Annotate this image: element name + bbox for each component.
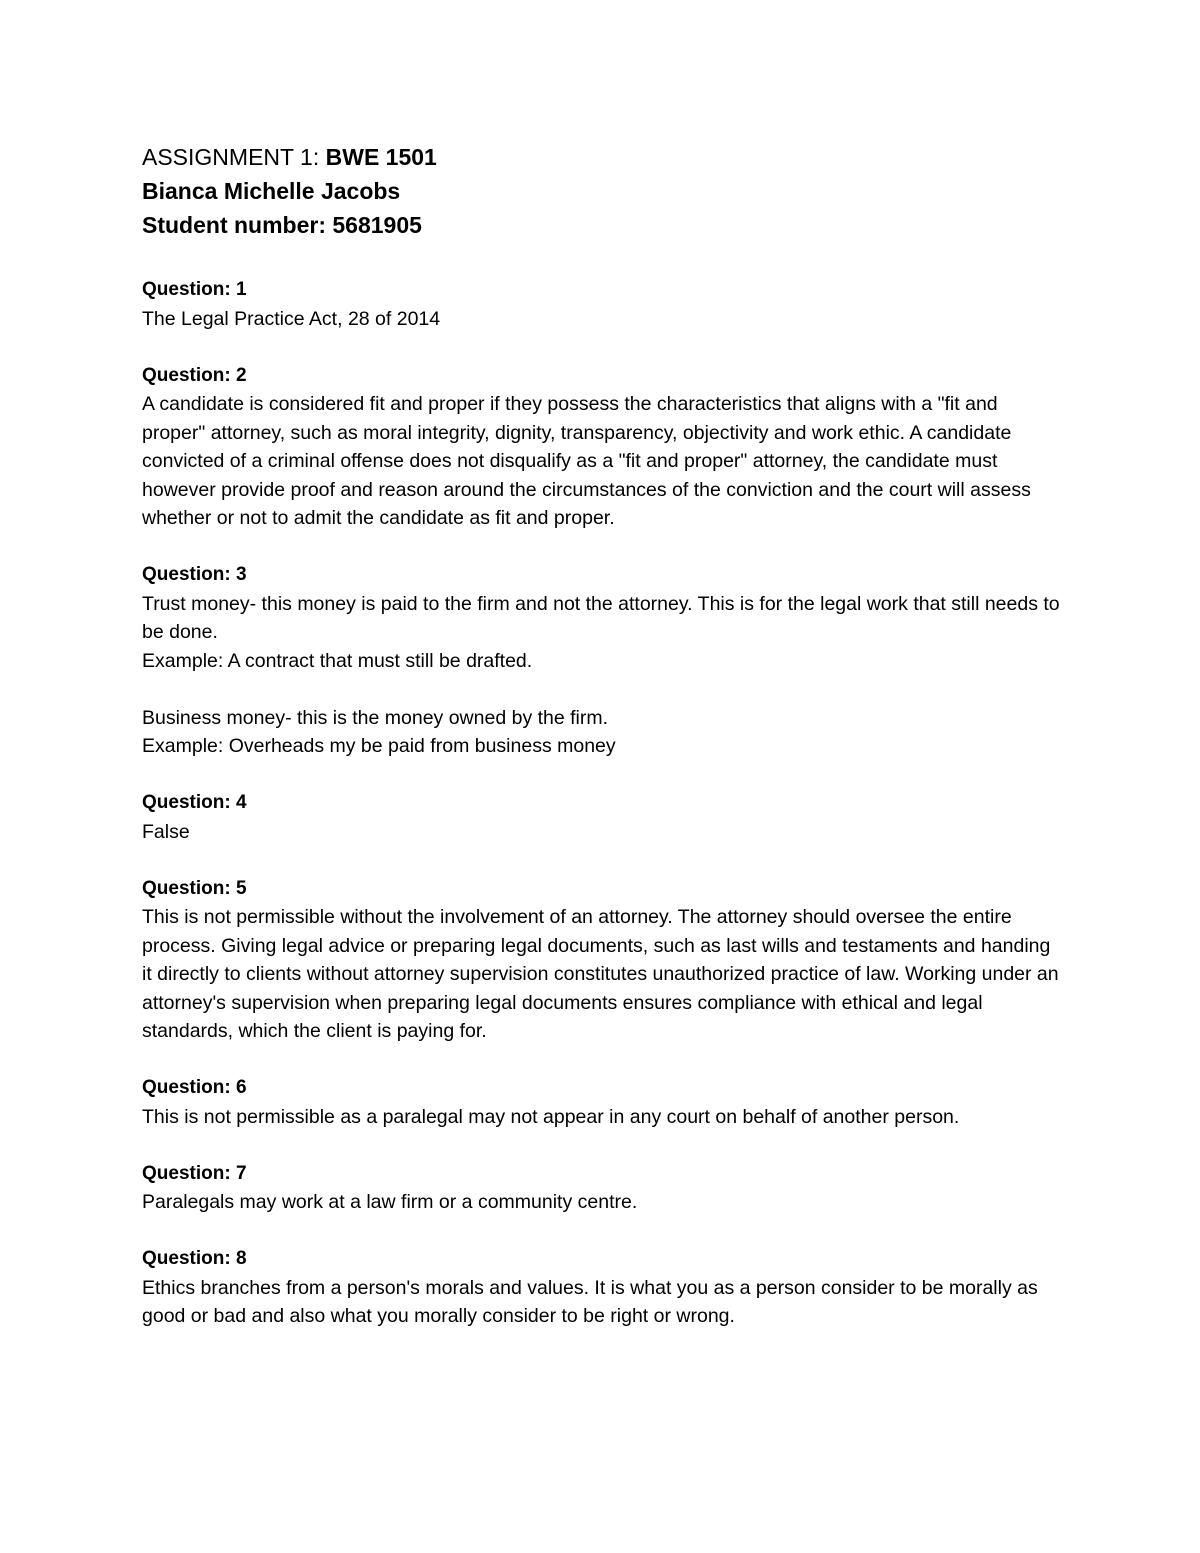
assignment-prefix: ASSIGNMENT 1:: [142, 144, 326, 170]
document-header: [142, 140, 1062, 242]
document-page: [142, 140, 1062, 1359]
question-answer: This is not permissible without the involvement of an attorney. The attorney should oversee the entire process. Giving legal advice or preparing legal documents, such as last wills and testaments and handing it directly to clients without attorney supervision constitutes unauthorized practice of law. Working under an attorney's supervision when preparing legal documents ensures compliance with ethical and legal standards, which the client is paying for.: [142, 906, 1059, 1042]
question-label: Question: 3: [142, 564, 247, 585]
question-label: Question: 7: [142, 1162, 247, 1184]
question-answer: Ethics branches from a person's morals and values. It is what you as a person consider to be morally as good or bad and also what you morally consider to be right or wrong.: [142, 1276, 1038, 1327]
question-2: [142, 362, 1062, 533]
question-label: Question: 2: [142, 364, 247, 386]
question-answer: Trust money- this money is paid to the firm and not the attorney. This is for the legal work that still needs to be done. Example: A contract that must still be drafted.: [142, 592, 1060, 672]
question-answer: False: [142, 820, 190, 843]
question-label: Question: 4: [142, 792, 247, 813]
question-1: [142, 276, 1062, 333]
question-answer: This is not permissible as a paralegal may not appear in any court on behalf of another person.: [142, 1105, 960, 1128]
assignment-title: [142, 140, 1062, 174]
question-answer: Paralegals may work at a law firm or a community centre.: [142, 1191, 638, 1213]
question-label: Question: 5: [142, 877, 247, 899]
question-3: [142, 561, 1062, 761]
student-name: Bianca Michelle Jacobs: [142, 178, 401, 204]
question-4: [142, 789, 1062, 846]
student-number: 5681905: [332, 212, 422, 238]
question-6: [142, 1074, 1062, 1131]
student-number-label: Student number:: [142, 212, 333, 238]
question-label: Question: 1: [142, 279, 247, 300]
question-8: [142, 1245, 1062, 1331]
question-answer-continued: Business money- this is the money owned by the firm. Example: Overheads my be paid from business money: [142, 706, 616, 757]
question-label: Question: 8: [142, 1248, 247, 1269]
assignment-code: BWE 1501: [325, 144, 437, 170]
question-answer: The Legal Practice Act, 28 of 2014: [142, 307, 441, 330]
student-number-line: [142, 208, 1062, 242]
question-5: [142, 875, 1062, 1046]
question-label: Question: 6: [142, 1077, 247, 1098]
question-7: [142, 1160, 1062, 1217]
question-answer: A candidate is considered fit and proper if they possess the characteristics that aligns with a "fit and proper" attorney, such as moral integrity, dignity, transparency, objectivity and work ethic. A candidate convicted of a criminal offense does not disqualify as a "fit and proper" attorney, the candidate must however provide proof and reason around the circumstances of the conviction and the court will assess whether or not to admit the candidate as fit and proper.: [142, 393, 1031, 529]
paragraph-gap: [142, 675, 1062, 704]
